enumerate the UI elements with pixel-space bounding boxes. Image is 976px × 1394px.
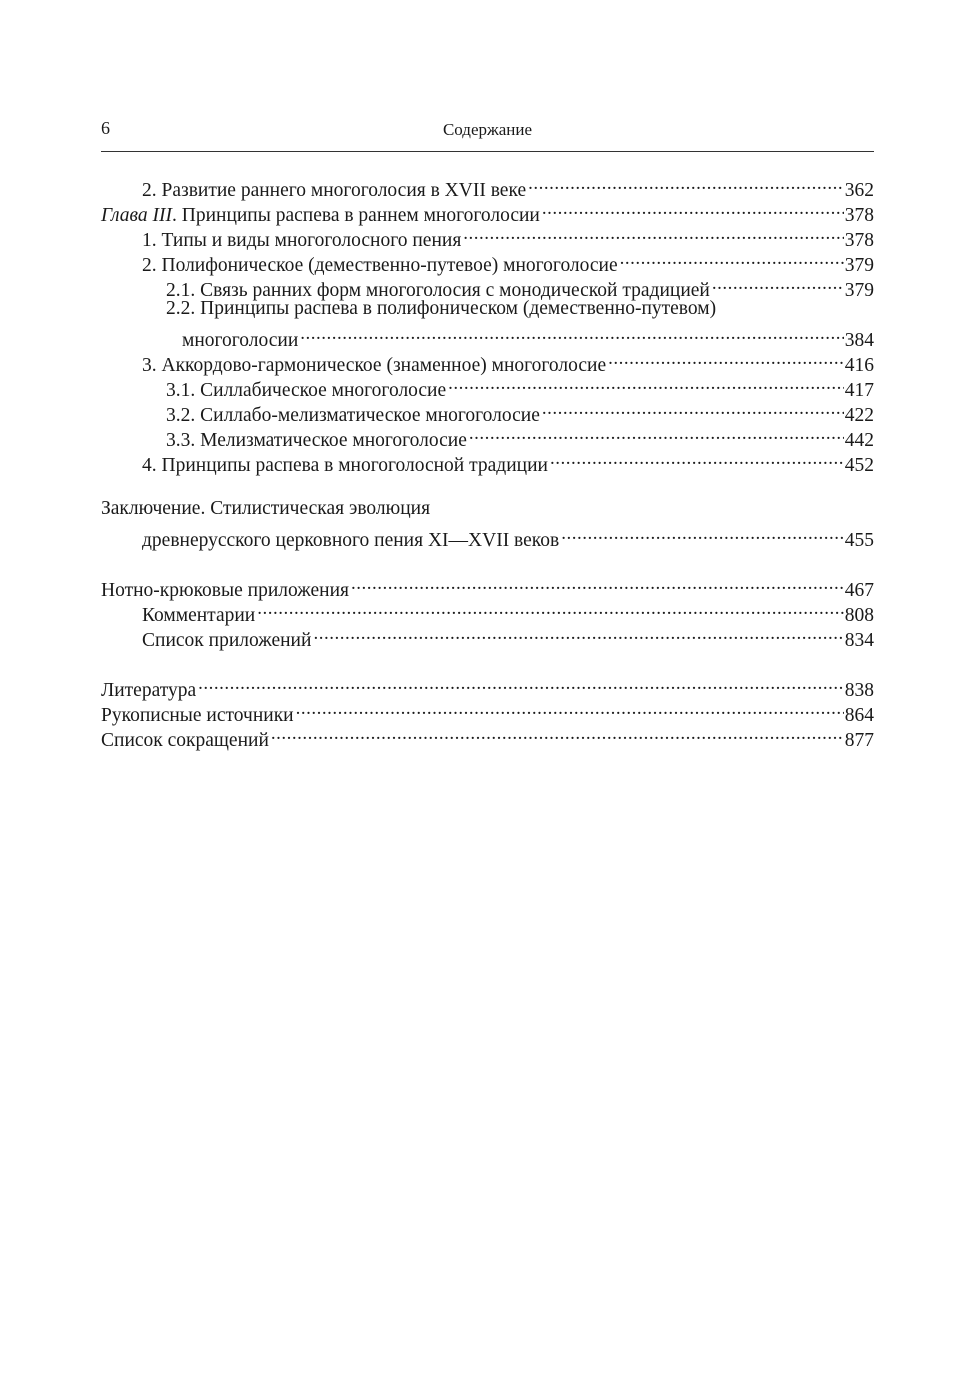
leader-dots bbox=[256, 596, 844, 621]
toc-entry-chapter[interactable] bbox=[101, 196, 874, 226]
toc-entry-page: 877 bbox=[844, 730, 874, 751]
leader-dots bbox=[350, 571, 844, 596]
back-matter-entry[interactable] bbox=[101, 721, 874, 751]
toc-entry-page: 378 bbox=[844, 230, 874, 251]
toc-entry[interactable] bbox=[101, 171, 874, 201]
back-matter-entry[interactable] bbox=[101, 671, 874, 701]
toc-entry-label: 2. Развитие раннего многоголосия в XVII веке bbox=[142, 180, 527, 201]
toc-entry-page: 864 bbox=[844, 705, 874, 726]
toc-entry-page: 467 bbox=[844, 580, 874, 601]
toc-entry-page: 838 bbox=[844, 680, 874, 701]
leader-dots bbox=[270, 721, 844, 746]
toc-entry-page: 379 bbox=[844, 280, 874, 301]
toc-entry-page: 362 bbox=[844, 180, 874, 201]
toc-entry-label: 2. Полифоническое (демественно-путевое) многоголосие bbox=[142, 255, 618, 276]
toc-entry-page: 416 bbox=[844, 355, 874, 376]
page-number: 6 bbox=[101, 118, 110, 138]
conclusion-label: Заключение. Стилистическая эволюция bbox=[101, 498, 431, 519]
leader-dots bbox=[541, 396, 844, 421]
toc-entry-page: 452 bbox=[844, 455, 874, 476]
toc-entry-label: 3.3. Мелизматическое многоголосие bbox=[166, 430, 467, 451]
toc-entry[interactable] bbox=[101, 221, 874, 251]
leader-dots bbox=[527, 171, 844, 196]
toc-entry[interactable] bbox=[101, 421, 874, 451]
toc-entry-label-continuation: многоголосии bbox=[182, 330, 299, 351]
running-title: Содержание bbox=[442, 120, 533, 139]
toc-entry-label: 3.1. Силлабическое многоголосие bbox=[166, 380, 447, 401]
back-matter-entry[interactable] bbox=[101, 696, 874, 726]
toc-entry[interactable] bbox=[101, 446, 874, 476]
toc-entry[interactable] bbox=[101, 246, 874, 276]
toc-entry-label: Рукописные источники bbox=[101, 705, 294, 726]
toc-entry-label: 3. Аккордово-гармоническое (знаменное) многоголосие bbox=[142, 355, 607, 376]
leader-dots bbox=[197, 671, 844, 696]
toc-entry-label: Нотно-крюковые приложения bbox=[101, 580, 349, 601]
toc-entry-label: 2.2. Принципы распева в полифоническом (демественно-путевом) bbox=[166, 298, 717, 319]
appendix-entry[interactable] bbox=[101, 571, 874, 601]
toc-entry-label: Список приложений bbox=[142, 630, 312, 651]
toc-entry-label: 3.2. Силлабо-мелизматическое многоголосие bbox=[166, 405, 540, 426]
leader-dots bbox=[312, 621, 843, 646]
toc-entry[interactable] bbox=[101, 396, 874, 426]
leader-dots bbox=[295, 696, 844, 721]
toc-entry-page: 834 bbox=[844, 630, 874, 651]
conclusion-label-continuation: древнерусского церковного пения XI—XVII веков bbox=[142, 530, 560, 551]
toc-entry-continuation[interactable] bbox=[101, 321, 874, 351]
toc-entry-page: 378 bbox=[844, 205, 874, 226]
toc-entry-label: 4. Принципы распева в многоголосной традиции bbox=[142, 455, 548, 476]
toc-entry-page: 422 bbox=[844, 405, 874, 426]
leader-dots bbox=[447, 371, 844, 396]
chapter-prefix: Глава III bbox=[101, 205, 172, 226]
toc-entry-label: Список сокращений bbox=[101, 730, 269, 751]
toc-entry-page: 442 bbox=[844, 430, 874, 451]
toc-entry[interactable] bbox=[101, 371, 874, 401]
leader-dots bbox=[541, 196, 844, 221]
chapter-title: . Принципы распева в раннем многоголосии bbox=[171, 205, 540, 226]
page-header bbox=[101, 118, 874, 144]
leader-dots bbox=[299, 321, 843, 346]
table-of-contents bbox=[101, 171, 874, 751]
leader-dots bbox=[607, 346, 844, 371]
appendix-entry[interactable] bbox=[101, 621, 874, 651]
leader-dots bbox=[619, 246, 844, 271]
leader-dots bbox=[560, 521, 843, 546]
leader-dots bbox=[711, 271, 844, 296]
toc-entry-label: Литература bbox=[101, 680, 197, 701]
toc-entry-page: 384 bbox=[844, 330, 874, 351]
toc-entry-label: 2.1. Связь ранних форм многоголосия с монодической традицией bbox=[166, 280, 710, 301]
leader-dots bbox=[462, 221, 843, 246]
header-rule bbox=[101, 151, 874, 152]
toc-entry-page: 379 bbox=[844, 255, 874, 276]
conclusion-entry-first-line[interactable] bbox=[101, 496, 874, 521]
toc-entry-first-line[interactable] bbox=[101, 296, 874, 321]
toc-entry-label: Комментарии bbox=[142, 605, 256, 626]
toc-entry-page: 808 bbox=[844, 605, 874, 626]
appendix-entry[interactable] bbox=[101, 596, 874, 626]
toc-entry-page: 455 bbox=[844, 530, 874, 551]
toc-entry-label: 1. Типы и виды многоголосного пения bbox=[142, 230, 462, 251]
toc-entry-page: 417 bbox=[844, 380, 874, 401]
toc-entry[interactable] bbox=[101, 346, 874, 376]
toc-entry[interactable] bbox=[101, 271, 874, 301]
leader-dots bbox=[468, 421, 844, 446]
conclusion-entry-continuation[interactable] bbox=[101, 521, 874, 551]
leader-dots bbox=[549, 446, 844, 471]
